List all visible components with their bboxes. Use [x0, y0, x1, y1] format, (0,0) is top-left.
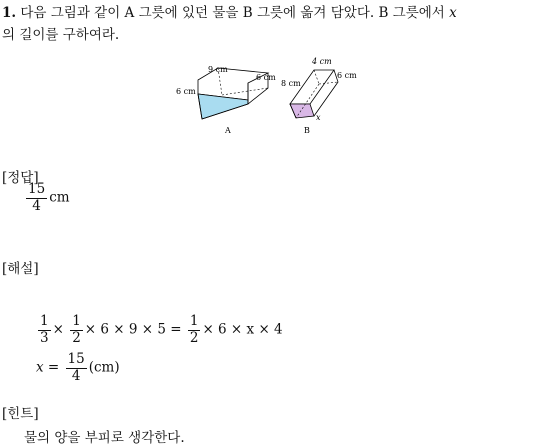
answer-fraction [26, 183, 47, 213]
b-left-label: 8 cm [281, 79, 301, 88]
answer-denominator: 4 [32, 197, 41, 214]
question-text-line1: 다음 그림과 같이 A 그릇에 있던 물을 B 그릇에 옮겨 담았다. B 그릇에서 [20, 5, 445, 21]
solution-label: [해설] [2, 261, 39, 277]
eq1-f1-num: 1 [40, 313, 49, 329]
a-right-label: 6 cm [256, 73, 276, 82]
b-x-label: x [316, 113, 321, 122]
hint-text: 물의 양을 부피로 생각한다. [24, 430, 185, 446]
eq1-fraction-2 [70, 315, 83, 345]
b-right-label: 6 cm [337, 71, 357, 80]
eq1-fraction-1 [38, 315, 51, 345]
eq1-f2-num: 1 [72, 313, 81, 329]
answer-value [24, 183, 70, 213]
a-name-label: A [225, 126, 231, 135]
b-top-label: 4 cm [312, 57, 332, 66]
answer-numerator: 15 [28, 181, 46, 197]
water-b [290, 104, 314, 118]
eq2-den: 4 [71, 367, 81, 384]
eq2-fraction [66, 353, 87, 383]
question-variable: x [449, 5, 457, 21]
a-top-label: 9 cm [208, 65, 228, 74]
eq1-term-1: × [52, 321, 69, 338]
prism-figure [168, 56, 368, 138]
eq1-f2-den: 2 [72, 329, 81, 346]
answer-unit: cm [49, 189, 70, 206]
eq1-f3-num: 1 [189, 313, 199, 329]
container-b [290, 70, 338, 118]
question-number: 1. [2, 5, 17, 21]
eq2-lhs: x = [36, 359, 64, 376]
eq1-term-2: × 6 × 9 × 5 = [84, 321, 186, 338]
eq2-unit: (cm) [88, 359, 120, 376]
solution-equation-1 [36, 315, 283, 345]
b-name-label: B [304, 126, 310, 135]
eq1-f3-den: 2 [189, 329, 199, 346]
answer-label: [정답] [2, 170, 39, 186]
question [2, 2, 530, 46]
eq1-f1-den: 3 [40, 329, 49, 346]
a-left-label: 6 cm [176, 87, 196, 96]
hint-label: [힌트] [2, 406, 39, 422]
question-text-line2: 의 길이를 구하여라. [2, 27, 120, 43]
solution-equation-2 [36, 353, 120, 383]
eq1-fraction-3 [188, 315, 201, 345]
eq2-num: 15 [67, 351, 85, 367]
eq1-term-3: × 6 × x × 4 [202, 321, 283, 338]
